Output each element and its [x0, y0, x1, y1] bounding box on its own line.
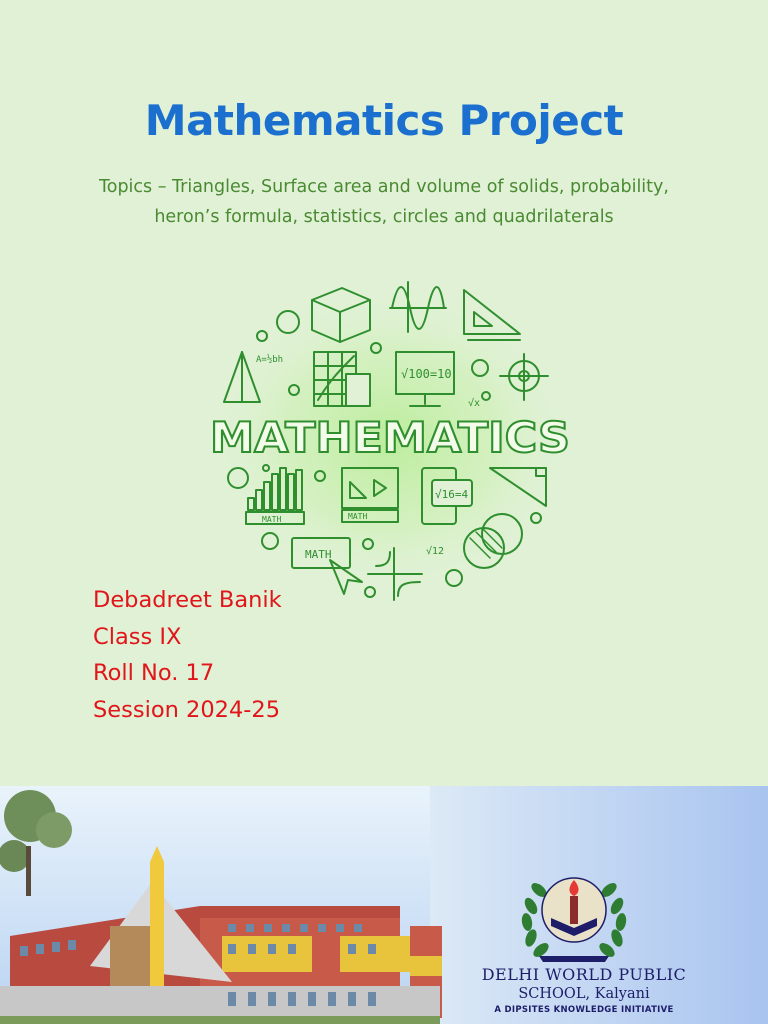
student-name: Debadreet Banik [93, 587, 282, 613]
math-label-2: MATH [348, 512, 368, 521]
school-tagline: A DIPSITES KNOWLEDGE INITIATIVE [494, 1005, 674, 1015]
formula-area: A=½bh [256, 355, 284, 365]
student-class: Class IX [93, 623, 182, 650]
mathematics-word: MATHEMATICS [210, 413, 570, 462]
school-name-line2: SCHOOL, Kalyani [518, 986, 650, 1002]
school-name-block [440, 964, 728, 1016]
mathematics-illustration [190, 270, 590, 610]
formula-sqrt12: √12 [426, 546, 445, 557]
formula-sqrtx: √x [468, 398, 481, 409]
student-info [93, 582, 282, 728]
math-label-3: MATH [305, 548, 332, 561]
student-session: Session 2024-25 [93, 696, 281, 723]
page-title: Mathematics Project [144, 96, 624, 145]
school-crest-logo [515, 866, 633, 962]
formula-sqrt16: √16=4 [435, 488, 469, 501]
topics-text: Topics – Triangles, Surface area and volume of solids, probability, heron’s formula, statistics, circles and quadrilaterals [99, 177, 669, 227]
student-roll: Roll No. 17 [93, 660, 215, 686]
school-name-line1: DELHI WORLD PUBLIC [481, 965, 687, 984]
math-label-1: MATH [262, 515, 282, 524]
formula-sqrt100: √100=10 [401, 367, 452, 381]
